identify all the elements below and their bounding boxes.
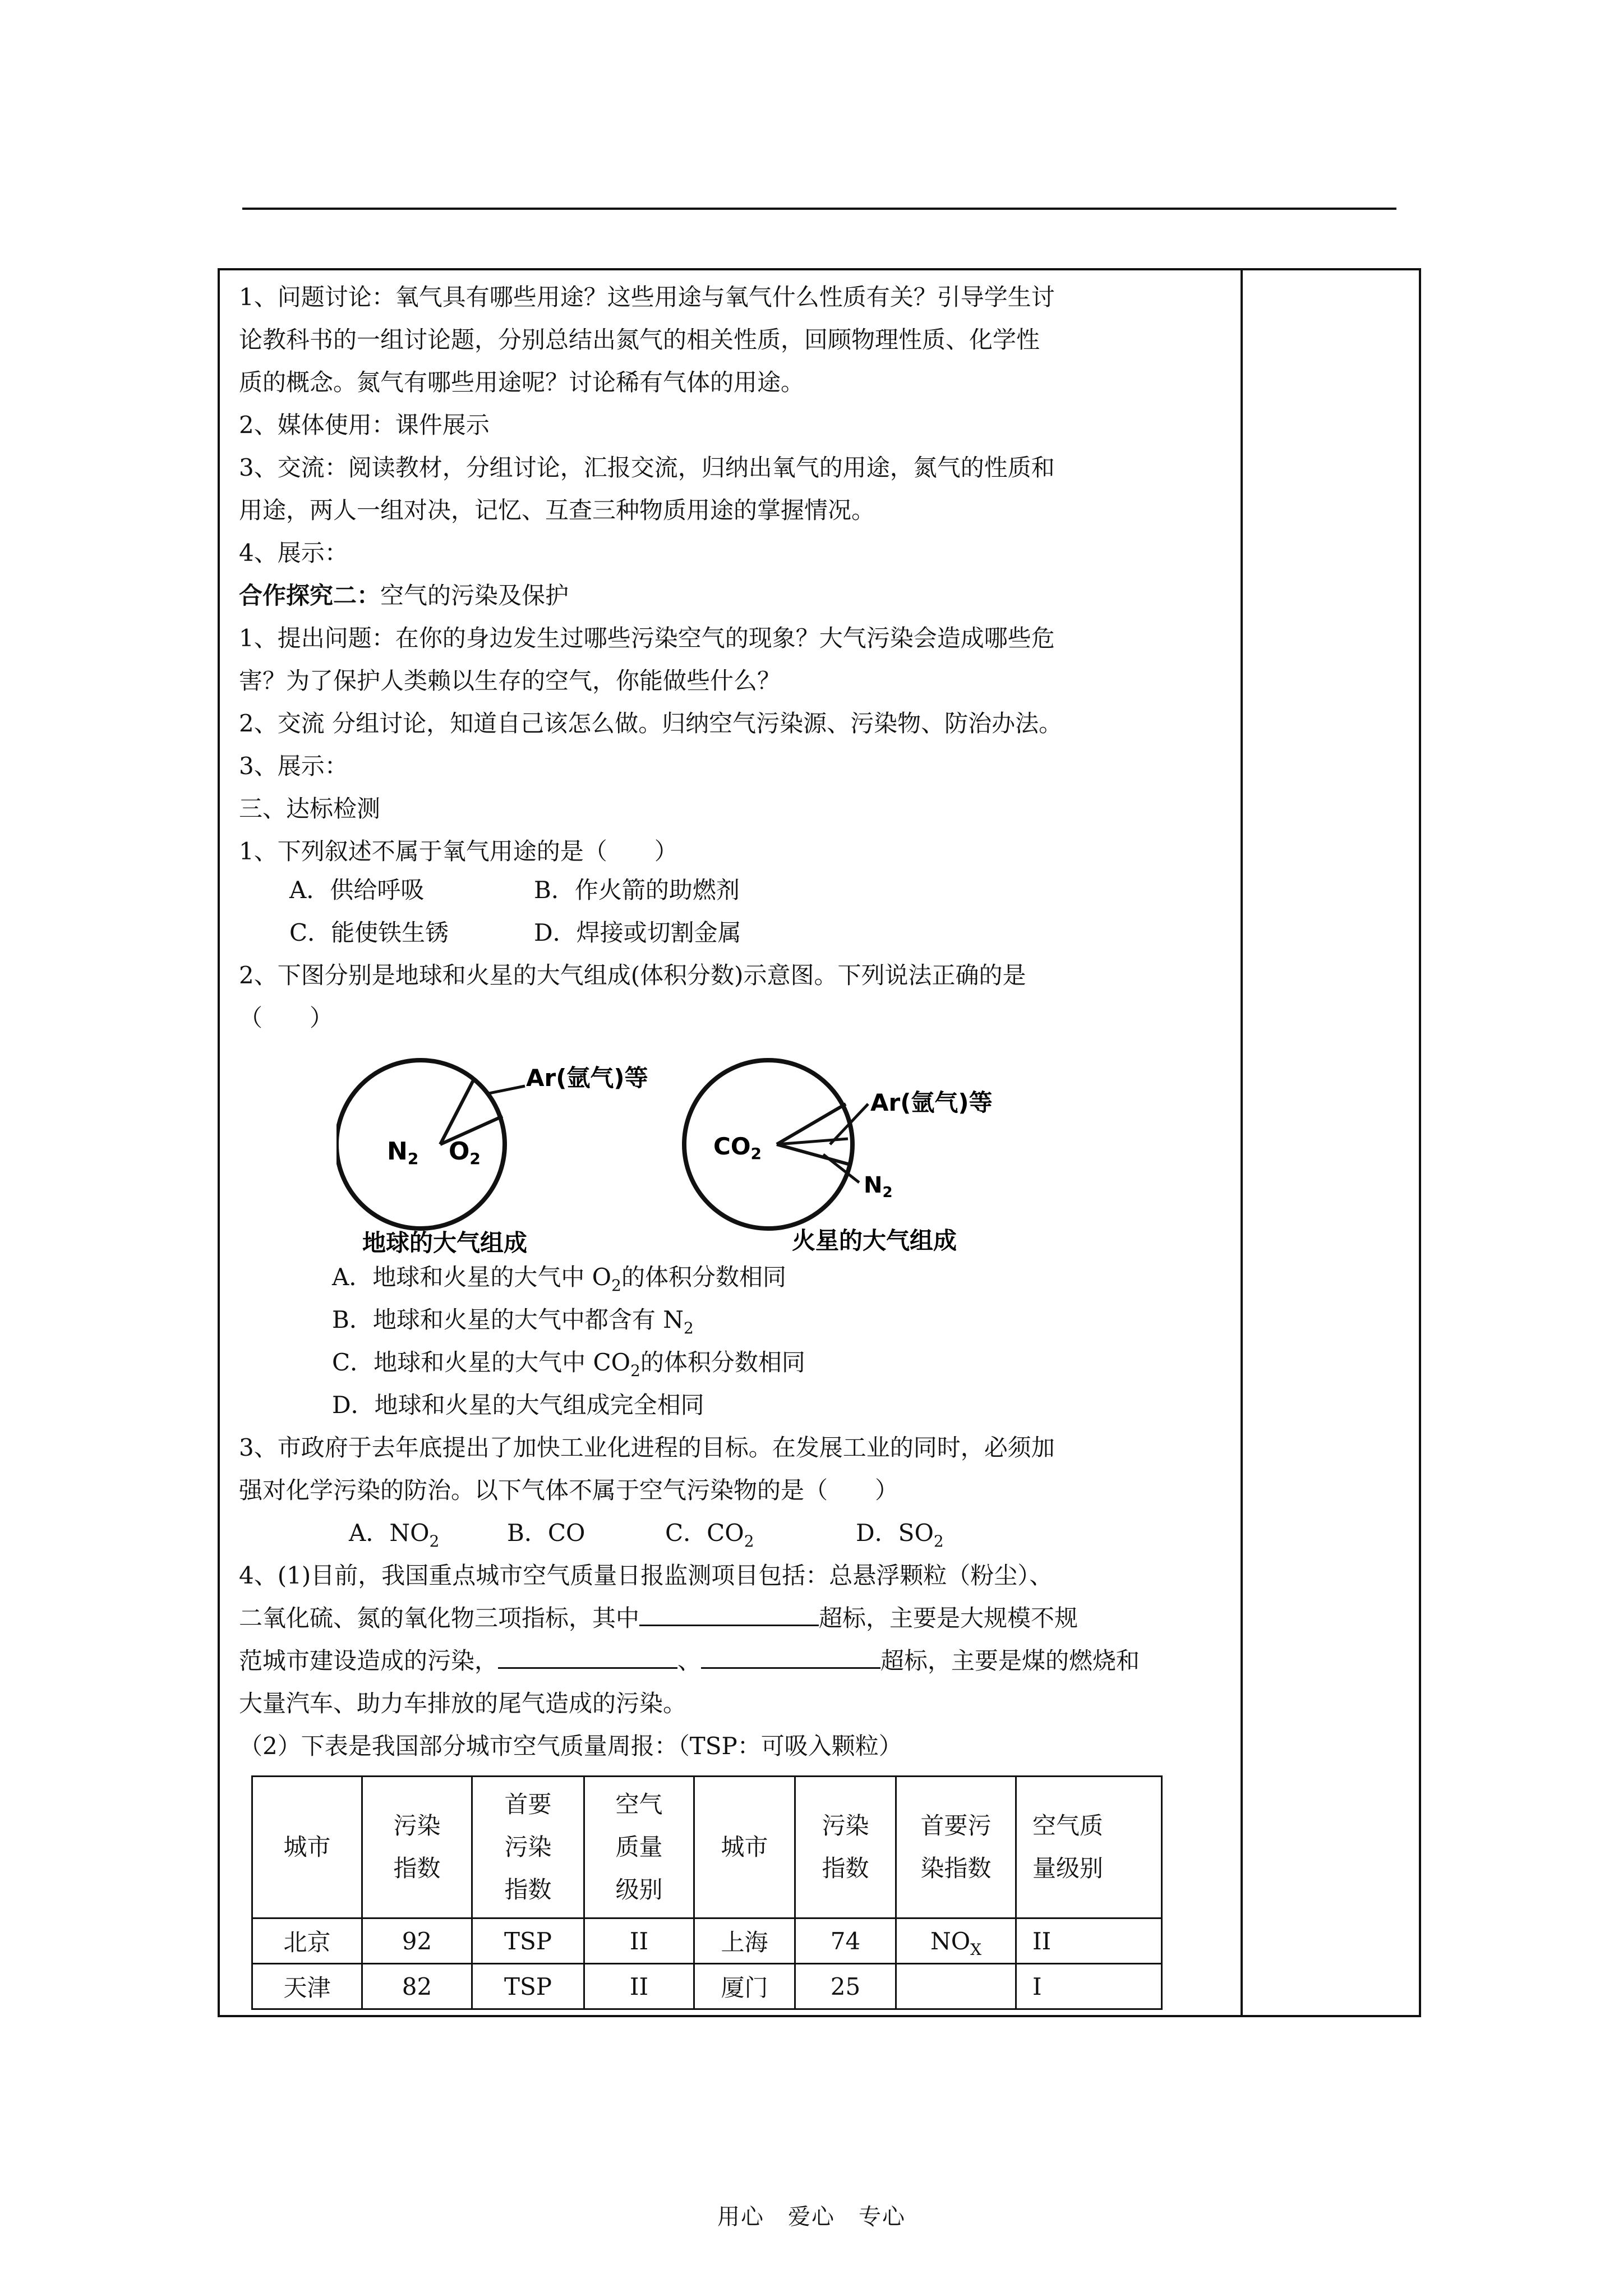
text-line: 4、展示： bbox=[239, 539, 348, 567]
text-line: 害？为了保护人类赖以生存的空气，你能做些什么？ bbox=[239, 667, 781, 694]
answer-blank[interactable] bbox=[639, 1602, 819, 1626]
question-stem: 1、下列叙述不属于氧气用途的是（ ） bbox=[239, 838, 678, 865]
section-heading bbox=[239, 574, 1232, 617]
answer-blank[interactable] bbox=[701, 1645, 880, 1669]
column-divider bbox=[1241, 270, 1243, 2015]
mars-pie bbox=[684, 1060, 852, 1228]
table-row bbox=[252, 1918, 1162, 1964]
earth-slice-line bbox=[440, 1078, 474, 1144]
text-line: 3、交流：阅读教材，分组讨论，汇报交流，归纳出氧气的用途，氮气的性质和 bbox=[239, 454, 1055, 481]
table-header-cell: 城市 bbox=[252, 1777, 362, 1918]
answer-blank[interactable] bbox=[498, 1645, 677, 1669]
table-header-row bbox=[252, 1777, 1162, 1918]
table-cell: 25 bbox=[795, 1964, 896, 2009]
table-header-cell: 城市 bbox=[694, 1777, 795, 1918]
q2-option-c: C．地球和火星的大气中 $CO_2$的体积分数相同 bbox=[332, 1349, 805, 1380]
text-line: 用途，两人一组对决，记忆、互查三种物质用途的掌握情况。 bbox=[239, 496, 875, 524]
table-cell: 上海 bbox=[694, 1918, 795, 1964]
mars-caption: 火星的大气组成 bbox=[792, 1227, 957, 1254]
text-line: 三、达标检测 bbox=[239, 795, 381, 822]
n2-label: N2 bbox=[387, 1137, 419, 1168]
text-line: 1、提出问题：在你的身边发生过哪些污染空气的现象？大气污染会造成哪些危 bbox=[239, 624, 1055, 652]
q4-line: 大量汽车、助力车排放的尾气造成的污染。 bbox=[239, 1690, 687, 1717]
q2-stem-cont: （ ） bbox=[239, 1004, 334, 1032]
n2-label: $N_2$ bbox=[864, 1172, 893, 1201]
q4-line: （2）下表是我国部分城市空气质量周报：（TSP：可吸入颗粒） bbox=[239, 1732, 902, 1760]
q1-option-b: B．作火箭的助燃剂 bbox=[534, 876, 740, 904]
table-cell: 82 bbox=[362, 1964, 472, 2009]
table-row bbox=[252, 1964, 1162, 2009]
table-header-cell: 首要污 染指数 bbox=[896, 1777, 1016, 1918]
page-footer: 用心 爱心 专心 bbox=[717, 2204, 906, 2230]
q2-option-a: A．地球和火星的大气中 $O_2$的体积分数相同 bbox=[332, 1263, 786, 1295]
q1-option-c: C．能使铁生锈 bbox=[289, 919, 449, 946]
heading-rest: 空气的污染及保护 bbox=[380, 582, 569, 609]
table-header-cell: 首要 污染 指数 bbox=[472, 1777, 584, 1918]
air-quality-table bbox=[251, 1775, 1163, 2010]
q4-line: 范城市建设造成的污染， 、 超标，主要是煤的燃烧和 bbox=[239, 1640, 1140, 1682]
q3-stem: 3、市政府于去年底提出了加快工业化进程的目标。在发展工业的同时，必须加 bbox=[239, 1434, 1055, 1461]
q2-option-b: B．地球和火星的大气中都含有 $N_2$ bbox=[332, 1306, 694, 1337]
lesson-content bbox=[239, 276, 1232, 873]
table-cell: TSP bbox=[472, 1918, 584, 1964]
q4-line: 4、(1)目前，我国重点城市空气质量日报监测项目包括：总悬浮颗粒（粉尘）、 bbox=[239, 1562, 1053, 1589]
text-line: 1、问题讨论：氧气具有哪些用途？这些用途与氧气什么性质有关？引导学生讨 bbox=[239, 283, 1055, 311]
co2-label: CO2 bbox=[713, 1133, 762, 1163]
table-cell: II bbox=[1016, 1918, 1162, 1964]
q1-option-a: A．供给呼吸 bbox=[289, 876, 425, 904]
text-line: 3、展示： bbox=[239, 752, 348, 780]
q3-option-c: C．$CO_2$ bbox=[665, 1519, 754, 1550]
table-cell: II bbox=[584, 1964, 694, 2009]
ar-label: Ar(氩气)等 bbox=[526, 1064, 648, 1092]
table-header-cell: 污染 指数 bbox=[362, 1777, 472, 1918]
earth-caption: 地球的大气组成 bbox=[362, 1229, 528, 1257]
table-cell: TSP bbox=[472, 1964, 584, 2009]
text-line: 质的概念。氮气有哪些用途呢？讨论稀有气体的用途。 bbox=[239, 369, 805, 396]
q4-line: 二氧化硫、氮的氧化物三项指标，其中 超标，主要是大规模不规 bbox=[239, 1597, 1078, 1640]
table-cell: 92 bbox=[362, 1918, 472, 1964]
table-header-cell: 空气质 量级别 bbox=[1016, 1777, 1162, 1918]
table-cell: 北京 bbox=[252, 1918, 362, 1964]
table-header-cell: 污染 指数 bbox=[795, 1777, 896, 1918]
table-cell: 天津 bbox=[252, 1964, 362, 2009]
q3-option-a: A．$NO_2$ bbox=[349, 1519, 440, 1550]
q3-option-b: B．CO bbox=[507, 1519, 585, 1547]
q2-stem: 2、下图分别是地球和火星的大气组成(体积分数)示意图。下列说法正确的是 bbox=[239, 961, 1026, 989]
earth-pie bbox=[336, 1060, 505, 1228]
table-header-cell: 空气 质量 级别 bbox=[584, 1777, 694, 1918]
header-rule bbox=[242, 208, 1396, 210]
table-cell: II bbox=[584, 1918, 694, 1964]
heading-bold: 合作探究二： bbox=[239, 582, 381, 609]
ar-label: Ar(氩气)等 bbox=[870, 1089, 993, 1116]
atmosphere-figure bbox=[336, 1055, 1178, 1257]
text-line: 2、媒体使用：课件展示 bbox=[239, 411, 490, 439]
table-cell: 74 bbox=[795, 1918, 896, 1964]
mars-slice-line bbox=[777, 1144, 848, 1164]
n2-leader-line bbox=[823, 1154, 859, 1182]
table-cell: $NO_X$ bbox=[896, 1918, 1016, 1964]
q2-option-d: D．地球和火星的大气组成完全相同 bbox=[332, 1391, 704, 1419]
o2-label: O2 bbox=[449, 1137, 481, 1168]
table-cell: I bbox=[1016, 1964, 1162, 2009]
text-line: 论教科书的一组讨论题，分别总结出氮气的相关性质，回顾物理性质、化学性 bbox=[239, 326, 1040, 353]
text-line: 2、交流 分组讨论，知道自己该怎么做。归纳空气污染源、污染物、防治办法。 bbox=[239, 710, 1063, 737]
q1-option-d: D．焊接或切割金属 bbox=[534, 919, 741, 946]
table-cell bbox=[896, 1964, 1016, 2009]
q3-stem-cont: 强对化学污染的防治。以下气体不属于空气污染物的是（ ） bbox=[239, 1476, 899, 1504]
table-cell: 厦门 bbox=[694, 1964, 795, 2009]
ar-leader-line bbox=[486, 1086, 525, 1094]
q3-option-d: D．$SO_2$ bbox=[856, 1519, 944, 1550]
